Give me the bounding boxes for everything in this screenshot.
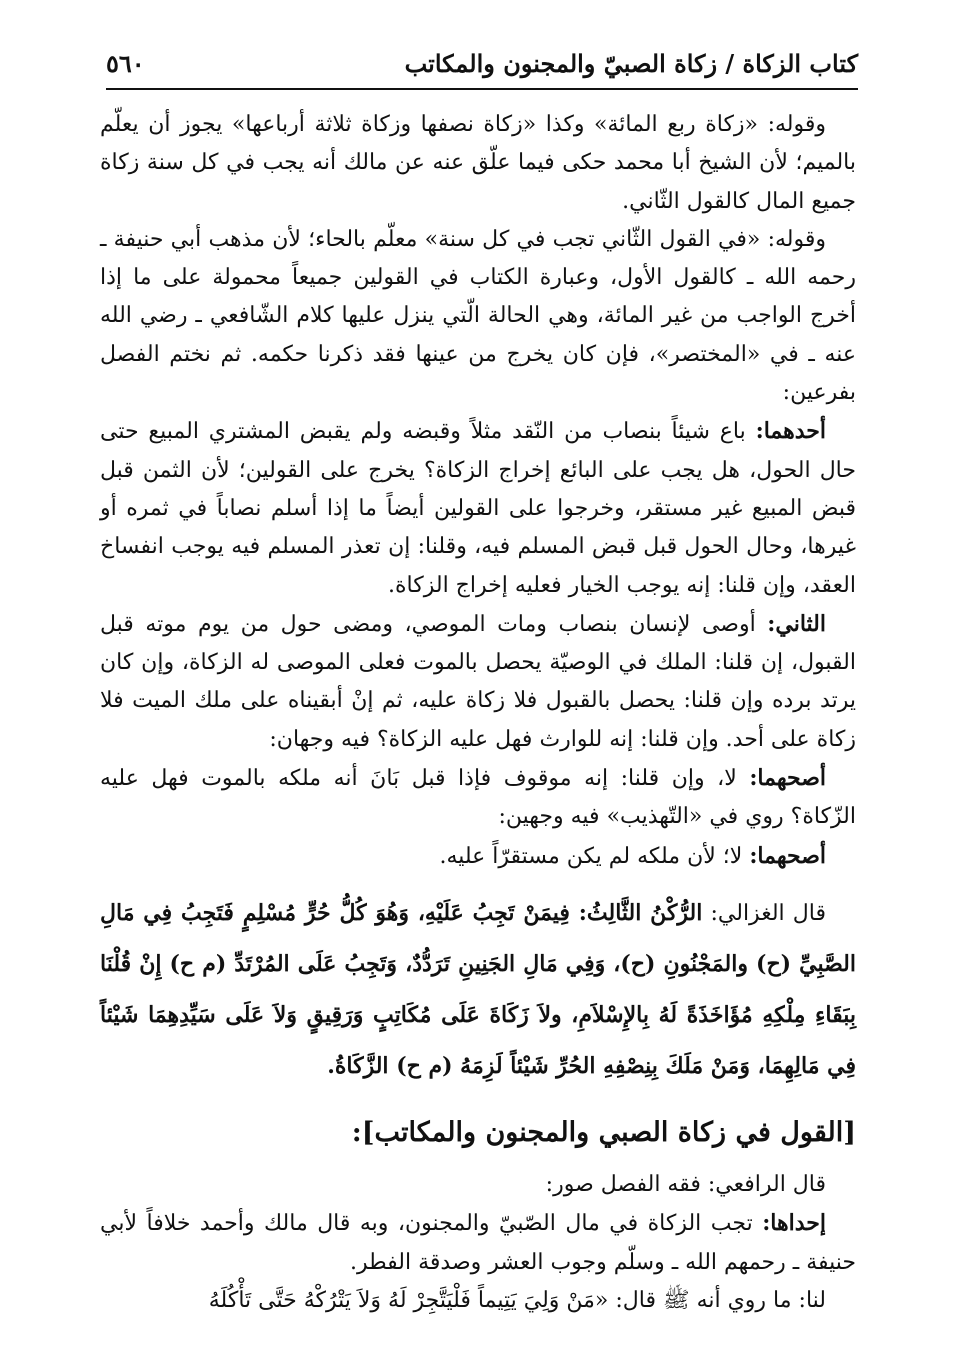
- ghazali-intro: قال الغزالي:: [702, 900, 826, 926]
- paragraph-5-text: لا، وإن قلنا: إنه موقوف فإذا قبل بَانَ أنه ملكه بالموت فهل عليه الزّكاة؟ روي في «التّهذيب» فيه وجهين:: [100, 766, 856, 830]
- paragraph-3-lead: أحدهما:: [755, 418, 826, 445]
- paragraph-4: [100, 605, 856, 759]
- section-heading: [القول في زكاة الصبي والمجنون والمكاتب]:: [351, 1116, 856, 1148]
- page-body: [100, 106, 856, 1320]
- ghazali-text: الرُّكْنُ الثَّالِثُ: فِيمَنْ تَجِبُ عَلَيْهِ، وَهُوَ كُلُّ حُرٍّ مُسْلِمٍ فَتَجِبُ فِي مَالِ الصَّبِيِّ (ح) والمَجْنُونِ (ح)، وَفِي مَالِ الجَنِينِ تَرَدُّدٌ، وَتَجِبُ عَلَى المُرْتَدِّ (م ح) إِنْ قُلْنَا بِبَقَاءِ مِلْكِهِ مُؤَاخَذَةً لَهُ بِالإِسْلاَمِ، ولاَ زَكَاةَ عَلَى مُكَاتِبٍ وَرَقِيقٍ وَلاَ عَلَى سَيِّدِهِمَا شَيْئاً فِي مَالِهِمَا، وَمَنْ مَلَكَ بِنِصْفِهِ الحُرِّ شَيْئاً لَزِمَهُ (م ح) الزَّكَاةُ.: [100, 899, 856, 1079]
- paragraph-6-lead: أصحهما:: [749, 842, 826, 869]
- paragraph-6-text: لا؛ لأن ملكه لم يكن مستقرّاً عليه.: [439, 843, 750, 869]
- paragraph-2: وقوله: «في القول الثّاني تجب في كل سنة» معلّم بالحاء؛ لأن مذهب أبي حنيفة ـ رحمه الله ـ كالقول الأول، وعبارة الكتاب في القولين جميعاً محمولة على ما إذا أخرج الواجب من غير المائة، وهي الحالة الّتي ينزل عليها كلام الشّافعي ـ رضي الله عنه ـ في «المختصر»، فإن كان يخرج من عينها فقد ذكرنا حكمه. ثم نختم الفصل بفرعين:: [100, 226, 856, 406]
- paragraph-9: لنا: ما روي أنه ﷺ قال: «مَنْ وَلِيَ يَتِيماً فَلْيَتَّجِرْ لَهُ وَلاَ يَتْرُكْهُ حَتَّى تَأْكُلَهُ: [208, 1287, 826, 1313]
- paragraph-3: [100, 412, 856, 604]
- page-header: [106, 38, 858, 90]
- ghazali-quote: [100, 888, 856, 1092]
- paragraph-3-text: باع شيئاً بنصاب من النّقد مثلاً وقبضه ولم يقبض المشتري المبيع حتى حال الحول، هل يجب على البائع إخراج الزكاة؟ يخرج على القولين؛ لأن الثمن قبل قبض المبيع غير مستقر، وخرجوا على القولين أيضاً ما إذا أسلم نصاباً في ثمره أو غيرها، وحال الحول قبل قبض المسلم فيه، وقلنا: إن تعذر المسلم فيه يوجب انفساخ العقد، وإن قلنا: إنه يوجب الخيار فعليه إخراج الزكاة.: [100, 419, 856, 598]
- paragraph-5-lead: أصحهما:: [749, 765, 826, 792]
- paragraph-6: [100, 837, 856, 876]
- paragraph-7: قال الرافعي: فقه الفصل صور:: [545, 1171, 826, 1197]
- paragraph-4-lead: الثاني:: [767, 610, 826, 637]
- paragraph-1: وقوله: «زكاة ربع المائة» وكذا «زكاة نصفها وزكاة ثلاثة أرباعها» يجوز أن يعلّم بالميم؛ لأن الشيخ أبا محمد حكى فيما علّق عنه عن مالك أنه يجب في كل سنة زكاة جميع المال كالقول الثّاني.: [100, 112, 856, 214]
- paragraph-4-text: أوصى لإنسان بنصاب ومات الموصي، ومضى حول من يوم موته قبل القبول، إن قلنا: الملك في الوصيّة يحصل بالموت فعلى الموصى له الزكاة، وإن كان يرتد برده وإن قلنا: يحصل بالقبول فلا زكاة عليه، ثم إنْ أبقيناه على ملك الميت فلا زكاة على أحد. وإن قلنا: إنه للوارث فهل عليه الزكاة؟ فيه وجهان:: [100, 611, 856, 752]
- paragraph-8: [100, 1204, 856, 1282]
- paragraph-5: [100, 759, 856, 837]
- page-number: ٥٦٠: [106, 49, 145, 78]
- paragraph-8-text: تجب الزكاة في مال الصّبيّ والمجنون، وبه قال مالك وأحمد خلافاً لأبي حنيفة ـ رحمهم الله ـ وسلّم وجوب العشر وصدقة الفطر.: [100, 1211, 856, 1275]
- running-title: كتاب الزكاة / زكاة الصبيّ والمجنون والمكاتب: [404, 49, 858, 78]
- paragraph-8-lead: إحداها:: [762, 1210, 826, 1237]
